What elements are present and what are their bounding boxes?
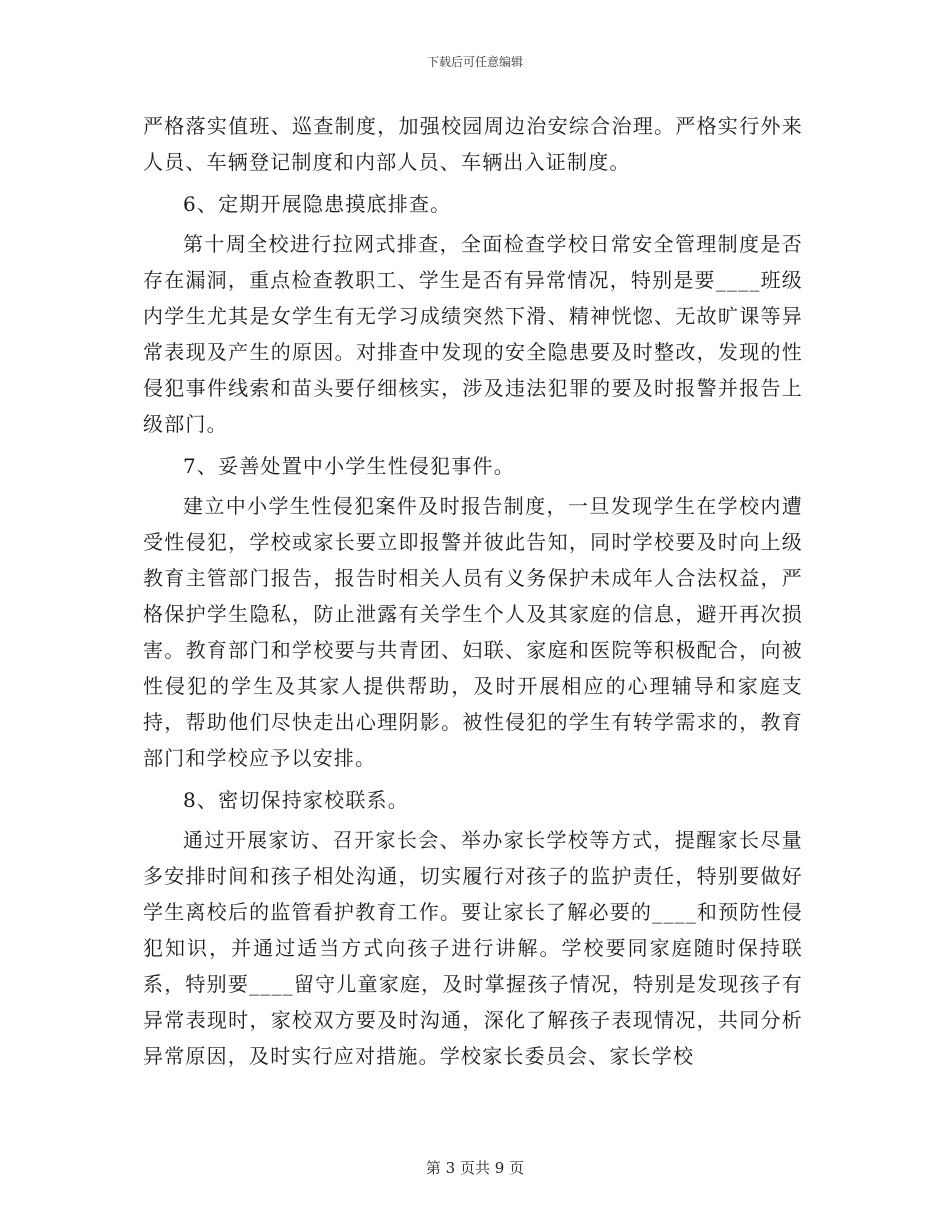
section-heading-8: 8、密切保持家校联系。 (183, 788, 409, 812)
paragraph-continuation: 严格落实值班、巡查制度，加强校园周边治安综合治理。严格实行外来人员、车辆登记制度和内部人员、车辆出入证制度。 (143, 114, 803, 174)
section-heading-7: 7、妥善处置中小学生性侵犯事件。 (183, 454, 515, 478)
page-header: 下载后可任意编辑 (426, 55, 523, 69)
document-body (143, 108, 803, 1074)
paragraph-section-7: 建立中小学生性侵犯案件及时报告制度，一旦发现学生在学校内遭受性侵犯，学校或家长要立即报警并彼此告知，同时学校要及时向上级教育主管部门报告，报告时相关人员有义务保护未成年人合法权益，严格保护学生隐私，防止泄露有关学生个人及其家庭的信息，避开再次损害。教育部门和学校要与共青团、妇联、家庭和医院等积极配合，向被性侵犯的学生及其家人提供帮助，及时开展相应的心理辅导和家庭支持，帮助他们尽快走出心理阴影。被性侵犯的学生有转学需求的，教育部门和学校应予以安排。 (143, 494, 803, 770)
paragraph-section-6: 第十周全校进行拉网式排查，全面检查学校日常安全管理制度是否存在漏洞，重点检查教职工、学生是否有异常情况，特别是要____班级内学生尤其是女学生有无学习成绩突然下滑、精神恍惚、无故旷课等异常表现及产生的原因。对排查中发现的安全隐患要及时整改，发现的性侵犯事件线索和苗头要仔细核实，涉及违法犯罪的要及时报警并报告上级部门。 (143, 232, 803, 436)
page-footer: 第 3 页共 9 页 (425, 1159, 525, 1177)
section-heading-6: 6、定期开展隐患摸底排查。 (183, 192, 452, 216)
paragraph-section-8: 通过开展家访、召开家长会、举办家长学校等方式，提醒家长尽量多安排时间和孩子相处沟通，切实履行对孩子的监护责任，特别要做好学生离校后的监管看护教育工作。要让家长了解必要的____和预防性侵犯知识，并通过适当方式向孩子进行讲解。学校要同家庭随时保持联系，特别要____留守儿童家庭，及时掌握孩子情况，特别是发现孩子有异常表现时，家校双方要及时沟通，深化了解孩子表现情况，共同分析异常原因，及时实行应对措施。学校家长委员会、家长学校 (143, 828, 803, 1068)
